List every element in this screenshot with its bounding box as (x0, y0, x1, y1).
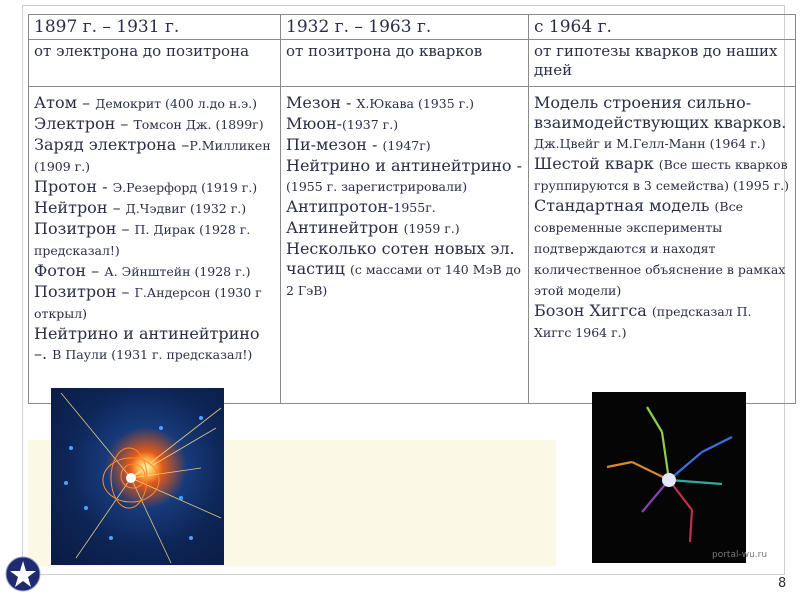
entry-higgs-boson: Бозон Хиггса (предсказал П. Хиггс 1964 г.) (534, 301, 752, 340)
entry-neutrino-registered: Нейтрино и антинейтрино - (1955 г. зарегистрировали) (286, 156, 523, 194)
page-number: 8 (778, 576, 787, 591)
entry-proton: Протон - Э.Резерфорд (1919 г.) (34, 177, 258, 196)
subheader-col-2: от позитрона до кварков (281, 40, 529, 87)
entry-positron-discovered: Позитрон – Г.Андерсон (1930 г открыл) (34, 282, 262, 321)
content-row (29, 87, 796, 404)
timeline-table (28, 14, 796, 404)
entry-electron-charge: Заряд электрона –Р.Милликен (1909 г.) (34, 135, 271, 174)
subheader-row (29, 40, 796, 87)
subheader-col-3: от гипотезы кварков до нашиx дней (529, 40, 796, 87)
entry-antineutron: Антинейтрон (1959 г.) (286, 218, 460, 237)
entry-new-particles: Несколько сотен новых эл. частиц (с массами от 140 МэВ до 2 ГэВ) (286, 239, 521, 298)
entry-sixth-quark: Шестой кварк (Все шесть кварков группируются в 3 семейства) (1995 г.) (534, 154, 790, 193)
watermark: portal-wu.ru (712, 550, 768, 560)
entry-quark-model: Модель строения сильно-взаимодействующих кварков. Дж.Цвейг и М.Гелл-Манн (1964 г.) (534, 93, 787, 151)
header-col-2: 1932 г. – 1963 г. (281, 15, 529, 40)
entry-neutrino: Нейтрино и антинейтрино –. В Паули (1931 г. предсказал!) (34, 324, 260, 363)
collision-image (51, 388, 224, 565)
entry-meson: Мезон - Х.Юкава (1935 г.) (286, 93, 475, 112)
entry-standard-model: Стандартная модель (Все современные эксперименты подтверждаются и находят количественное объяснение в рамках этой модели) (534, 196, 786, 298)
subheader-col-1: от электрона до позитрона (29, 40, 281, 87)
header-col-1: 1897 г. – 1931 г. (29, 15, 281, 40)
content-col-2 (281, 87, 529, 404)
entry-pion: Пи-мезон - (1947г) (286, 135, 431, 154)
content-col-1 (29, 87, 281, 404)
star-logo-icon (5, 556, 41, 592)
entry-neutron: Нейтрон – Д.Чэдвиг (1932 г.) (34, 198, 247, 217)
entry-photon: Фотон – А. Эйнштейн (1928 г.) (34, 261, 251, 280)
particle-jets-graphic (592, 392, 746, 563)
entry-positron-predicted: Позитрон – П. Дирак (1928 г. предсказал!) (34, 219, 251, 258)
entry-muon: Мюон-(1937 г.) (286, 114, 399, 133)
header-col-3: с 1964 г. (529, 15, 796, 40)
collision-tracks-graphic (51, 388, 224, 565)
entry-antiproton: Антипротон-1955г. (286, 197, 436, 216)
entry-atom: Атом – Демокрит (400 л.до н.э.) (34, 93, 258, 112)
entry-electron: Электрон – Томсон Дж. (1899г) (34, 114, 264, 133)
header-row (29, 15, 796, 40)
content-col-3 (529, 87, 796, 404)
particle-jets-image (592, 392, 746, 563)
